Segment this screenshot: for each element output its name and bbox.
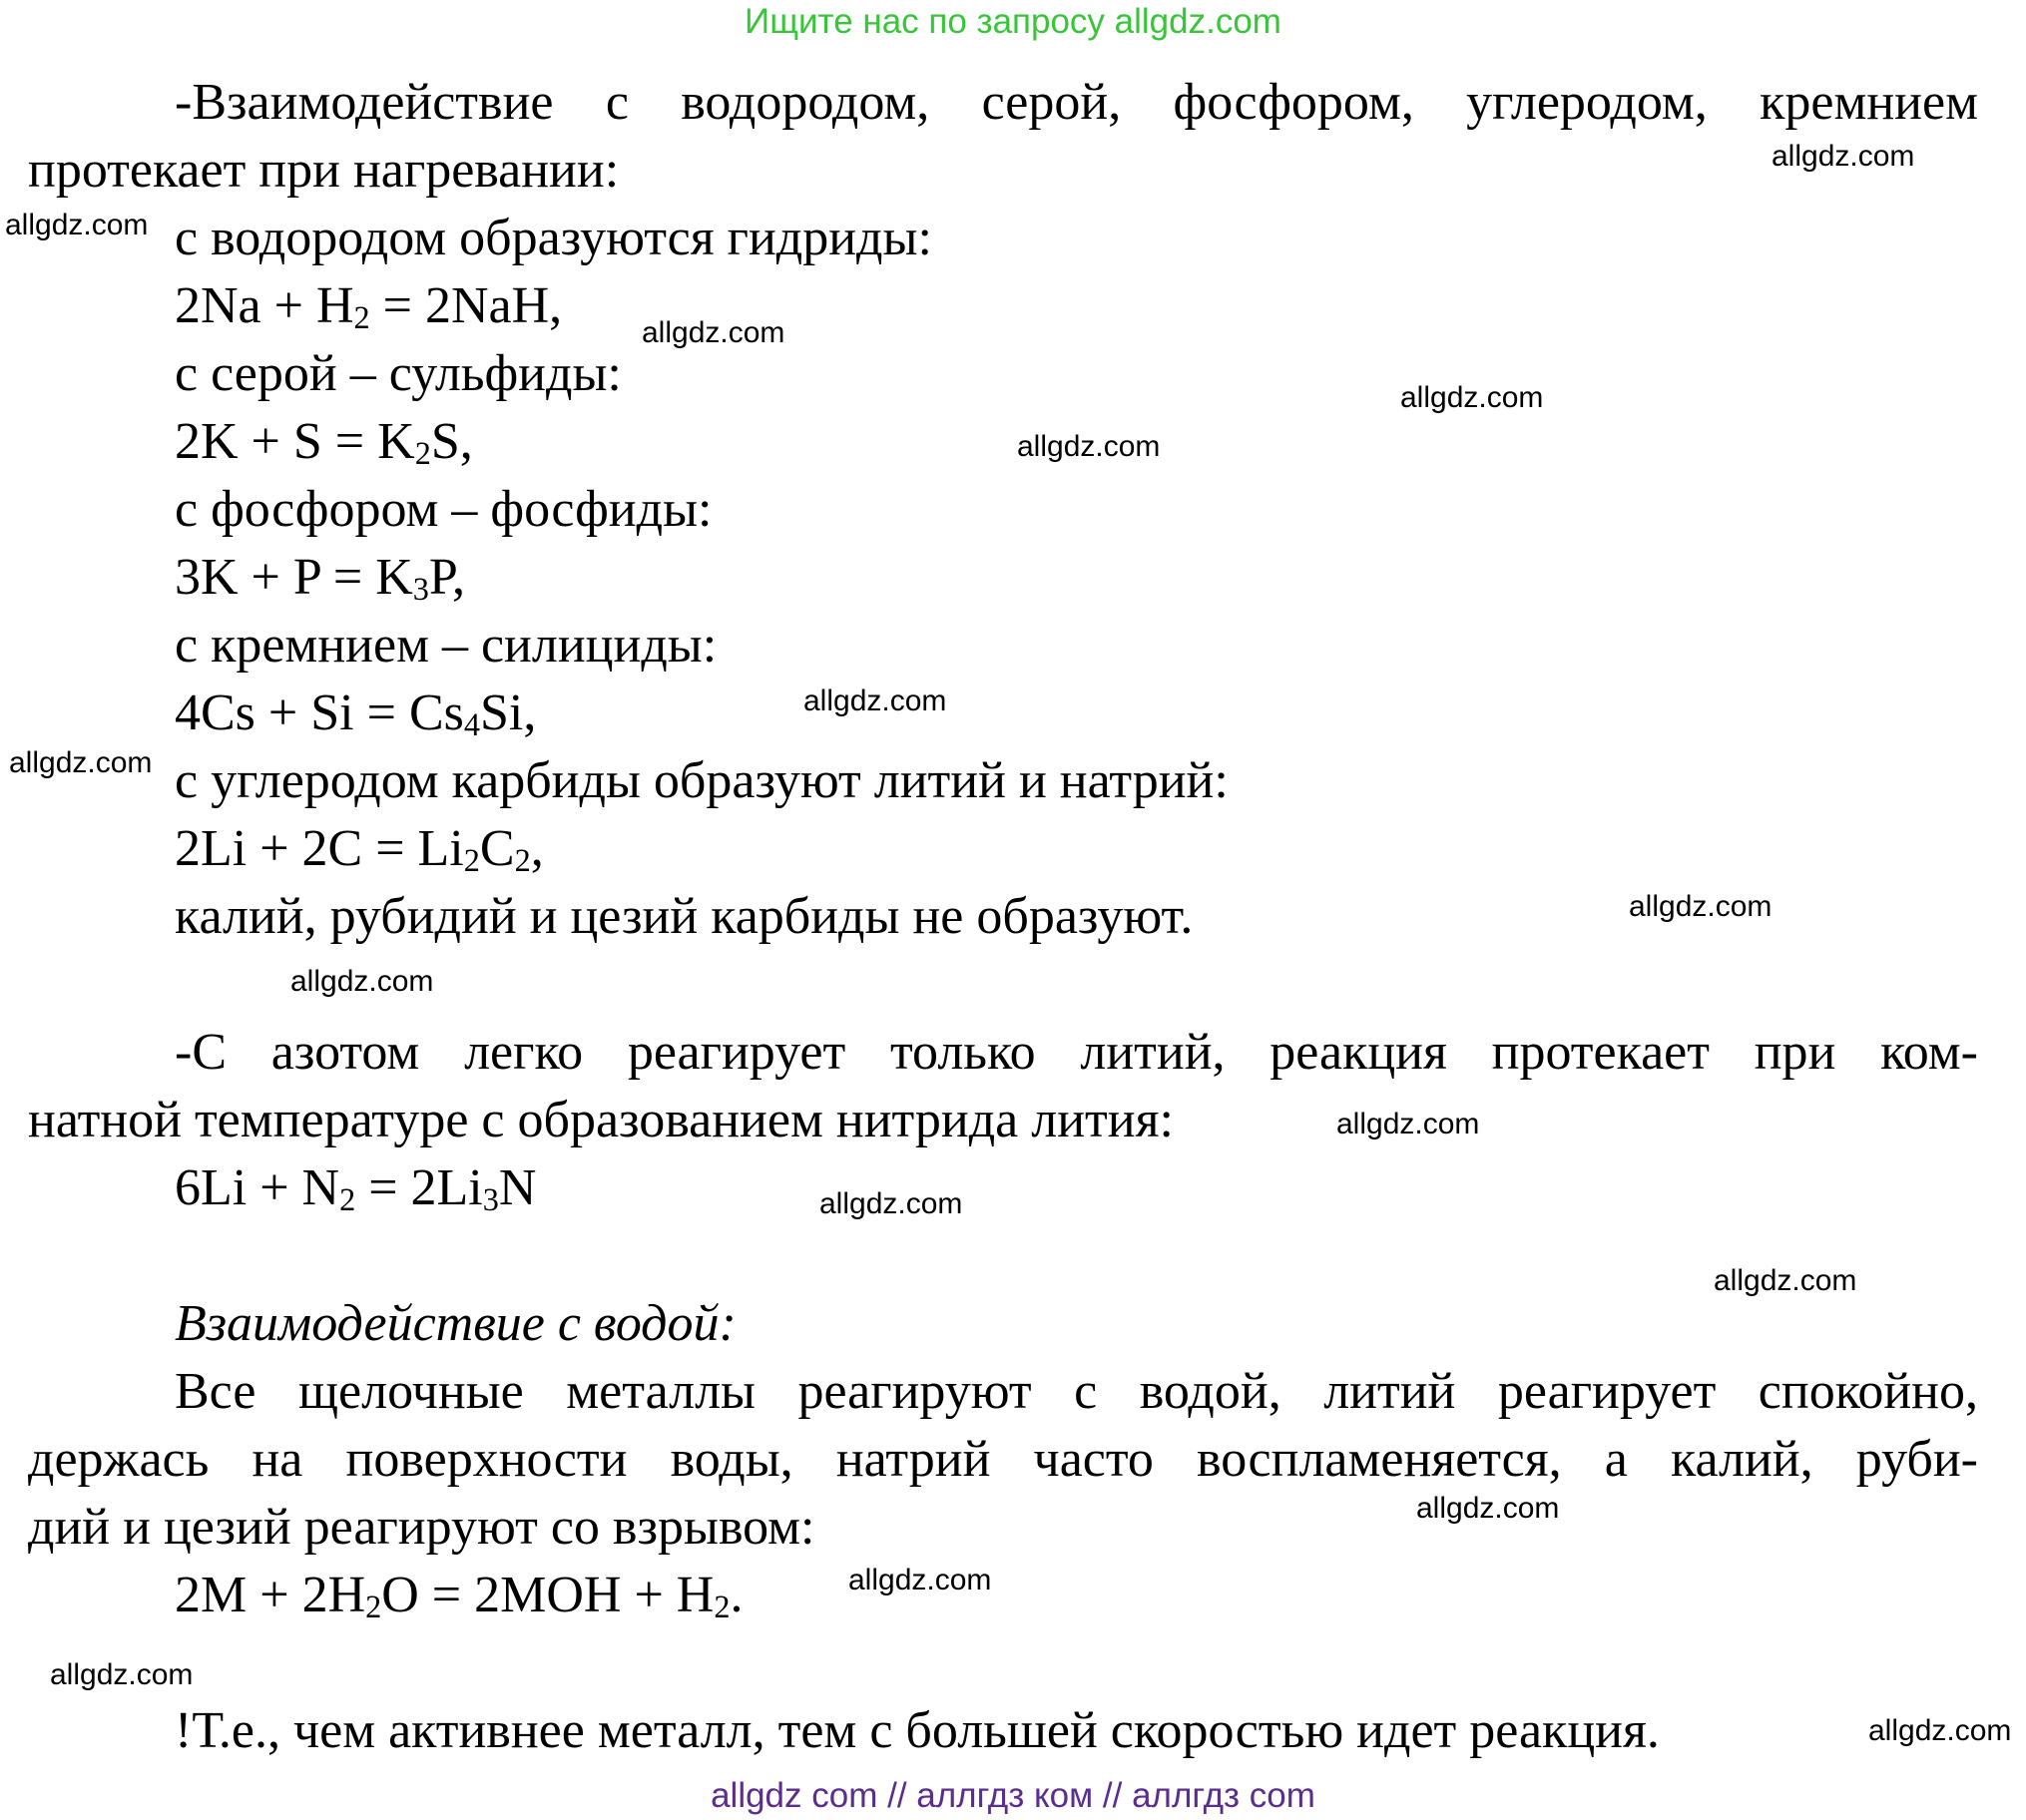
watermark: allgdz.com xyxy=(1400,381,1544,414)
hydrogen-equation: $2Na + H_2 = 2NaH$, xyxy=(175,277,563,335)
hydrogen-label: с водородом образуются гидриды: xyxy=(175,210,932,266)
sulfur-label: с серой – сульфиды: xyxy=(175,345,622,402)
water-line-1: Все щелочные металлы реагируют с водой, литий реагирует спокойно, xyxy=(175,1363,1978,1420)
conclusion: !Т.е., чем активнее металл, тем с большей скоростью идет реакция. xyxy=(175,1702,1660,1759)
watermark: allgdz.com xyxy=(1017,430,1161,463)
watermark: allgdz.com xyxy=(1629,890,1773,923)
water-line-3: дий и цезий реагируют со взрывом: xyxy=(28,1499,815,1556)
watermark: allgdz.com xyxy=(1714,1264,1857,1297)
phosphorus-equation: $3K + P = K_3P$, xyxy=(175,549,466,607)
watermark: allgdz.com xyxy=(50,1658,194,1691)
carbon-equation: $2Li + 2C = Li_2C_2$, xyxy=(175,820,544,878)
nitrogen-line-2: натной температуре с образованием нитрида лития: xyxy=(28,1092,1174,1148)
watermark: allgdz.com xyxy=(642,316,785,349)
silicon-label: с кремнием – силициды: xyxy=(175,617,718,674)
watermark: allgdz.com xyxy=(1868,1714,2012,1747)
watermark: allgdz.com xyxy=(1416,1492,1560,1525)
water-line-2: держась на поверхности воды, натрий часто воспламеняется, а калий, руби- xyxy=(28,1431,1978,1488)
silicon-equation: $4Cs + Si = Cs_4Si$, xyxy=(175,684,537,742)
nitrogen-line-1: -С азотом легко реагирует только литий, реакция протекает при ком- xyxy=(175,1024,1978,1081)
watermark: allgdz.com xyxy=(1336,1108,1480,1140)
nitrogen-equation: $6Li + N_2 = 2Li_3N$ xyxy=(175,1159,537,1217)
carbon-label: с углеродом карбиды образуют литий и натрий: xyxy=(175,752,1229,809)
watermark: allgdz.com xyxy=(5,209,149,241)
watermark: allgdz.com xyxy=(848,1564,992,1596)
intro-line-2: протекает при нагревании: xyxy=(28,142,620,199)
header-search-hint: Ищите нас по запросу allgdz.com xyxy=(745,2,1281,41)
sulfur-equation: $2K + S = K_2S$, xyxy=(175,413,473,471)
water-heading: Взаимодействие с водой: xyxy=(175,1295,737,1352)
watermark: allgdz.com xyxy=(819,1187,963,1220)
watermark: allgdz.com xyxy=(803,684,947,717)
phosphorus-label: с фосфором – фосфиды: xyxy=(175,481,713,538)
watermark: allgdz.com xyxy=(1772,140,1915,173)
carbon-note: калий, рубидий и цезий карбиды не образуют. xyxy=(175,888,1194,945)
intro-line-1: -Взаимодействие с водородом, серой, фосфором, углеродом, кремнием xyxy=(175,74,1978,131)
water-equation: $2M + 2H_2O = 2MOH + H_2$. xyxy=(175,1567,744,1624)
watermark: allgdz.com xyxy=(9,746,153,779)
footer-links: allgdz com // аллгдз ком // аллгдз com xyxy=(711,1776,1315,1815)
watermark: allgdz.com xyxy=(290,965,434,998)
